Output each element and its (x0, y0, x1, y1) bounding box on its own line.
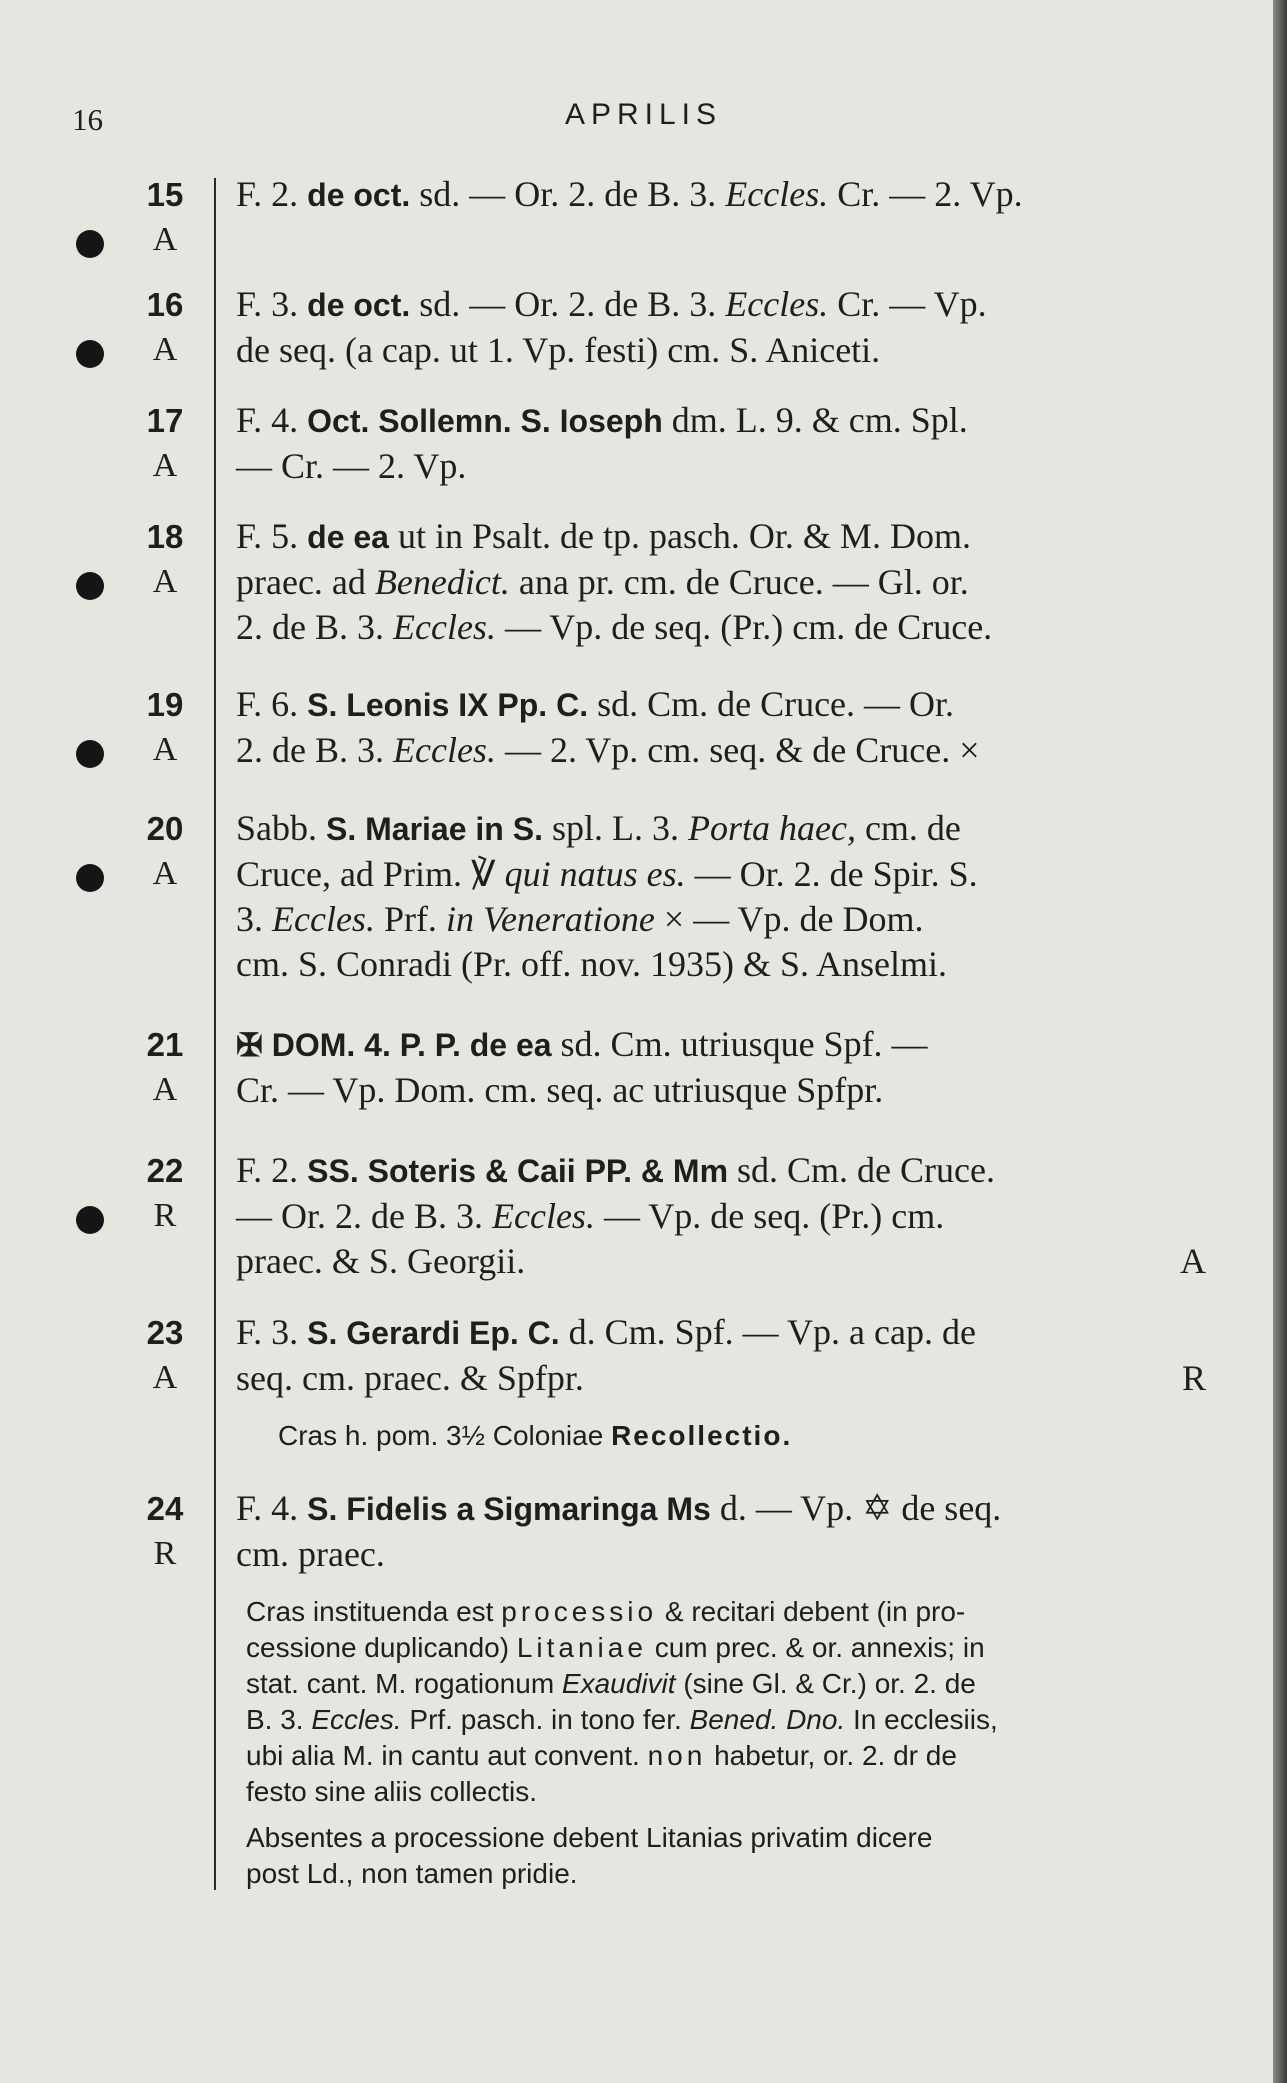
date-col (130, 1486, 200, 1576)
line: praec. ad Benedict. ana pr. cm. de Cruce. — Gl. or. (236, 562, 969, 602)
entry-text (236, 806, 1206, 987)
line: F. 3. S. Gerardi Ep. C. d. Cm. Spf. — Vp. a cap. de (236, 1312, 976, 1352)
page-edge (1273, 0, 1287, 2083)
line: Absentes a processione debent Litanias privatim dicere (246, 1822, 933, 1853)
line: — Cr. — 2. Vp. (236, 446, 467, 486)
column-rule (214, 178, 216, 1890)
line: praec. & S. Georgii. A (236, 1239, 1206, 1284)
line: F. 6. S. Leonis IX Pp. C. sd. Cm. de Cruce. — Or. (236, 684, 955, 724)
moon-dot-icon (76, 572, 104, 600)
procession-note (246, 1594, 1211, 1810)
day-letter: A (152, 855, 178, 892)
line: F. 2. SS. Soteris & Caii PP. & Mm sd. Cm. de Cruce. (236, 1150, 995, 1190)
running-head: APRILIS (564, 98, 723, 131)
line: ✠ DOM. 4. P. P. de ea sd. Cm. utriusque Spf. — (236, 1024, 928, 1064)
entry-text (236, 1310, 1206, 1401)
page-number: 16 (72, 102, 103, 137)
day-letter: A (152, 1071, 178, 1108)
line: post Ld., non tamen pridie. (246, 1858, 578, 1889)
day-number: 15 (146, 176, 184, 213)
day-number: 22 (146, 1152, 184, 1189)
entry-text (236, 172, 1206, 218)
date-col (130, 398, 200, 488)
day-letter: A (152, 563, 178, 600)
line: 2. de B. 3. Eccles. — 2. Vp. cm. seq. & de Cruce. × (236, 730, 980, 770)
line: — Or. 2. de B. 3. Eccles. — Vp. de seq. (Pr.) cm. (236, 1196, 945, 1236)
moon-dot-icon (76, 740, 104, 768)
date-col (130, 682, 200, 772)
entry-text (236, 514, 1206, 650)
day-number: 16 (146, 286, 184, 323)
date-col (130, 282, 200, 372)
day-letter: R (153, 1197, 177, 1234)
line: Cr. — Vp. Dom. cm. seq. ac utriusque Spfpr. (236, 1070, 884, 1110)
date-col (130, 172, 200, 262)
day-letter: A (152, 221, 178, 258)
line: B. 3. Eccles. Prf. pasch. in tono fer. Bened. Dno. In ecclesiis, (246, 1704, 998, 1735)
day-number: 19 (146, 686, 184, 723)
entry-text (236, 1148, 1206, 1284)
line: de seq. (a cap. ut 1. Vp. festi) cm. S. Aniceti. (236, 330, 881, 370)
day-letter: A (152, 447, 178, 484)
line: festo sine aliis collectis. (246, 1776, 538, 1807)
entry-text (236, 282, 1206, 373)
date-col (130, 806, 200, 896)
line: F. 4. Oct. Sollemn. S. Ioseph dm. L. 9. & cm. Spl. (236, 400, 968, 440)
day-number: 18 (146, 518, 184, 555)
day-number: 21 (146, 1026, 184, 1063)
line: ubi alia M. in cantu aut convent. non habetur, or. 2. dr de (246, 1740, 957, 1771)
absentes-note (246, 1820, 1211, 1892)
line: F. 2. de oct. sd. — Or. 2. de B. 3. Eccles. Cr. — 2. Vp. (236, 174, 1023, 214)
entry-text (236, 1486, 1206, 1577)
moon-dot-icon (76, 864, 104, 892)
day-number: 23 (146, 1314, 184, 1351)
margin-mark: A (1180, 1241, 1206, 1281)
date-col (130, 1022, 200, 1112)
line: Sabb. S. Mariae in S. spl. L. 3. Porta haec, cm. de (236, 808, 961, 848)
date-col (130, 1148, 200, 1238)
entry-text (236, 682, 1206, 773)
line: 2. de B. 3. Eccles. — Vp. de seq. (Pr.) cm. de Cruce. (236, 607, 993, 647)
line: cm. praec. (236, 1534, 385, 1574)
margin-mark: R (1181, 1358, 1206, 1398)
line: seq. cm. praec. & Spfpr. R (236, 1356, 1206, 1401)
line: stat. cant. M. rogationum Exaudivit (sine Gl. & Cr.) or. 2. de (246, 1668, 976, 1699)
line: Cruce, ad Prim. ℣ qui natus es. — Or. 2. de Spir. S. (236, 854, 978, 894)
day-number: 17 (146, 402, 184, 439)
line: cm. S. Conradi (Pr. off. nov. 1935) & S. Anselmi. (236, 944, 947, 984)
line: F. 5. de ea ut in Psalt. de tp. pasch. Or. & M. Dom. (236, 516, 971, 556)
date-col (130, 514, 200, 604)
line: Cras h. pom. 3½ Coloniae Recollectio. (278, 1420, 793, 1451)
entry-text (236, 1022, 1206, 1113)
day-letter: R (153, 1535, 177, 1572)
day-number: 20 (146, 810, 184, 847)
entry-text (236, 398, 1206, 489)
moon-dot-icon (76, 230, 104, 258)
date-col (130, 1310, 200, 1400)
line: F. 3. de oct. sd. — Or. 2. de B. 3. Eccles. Cr. — Vp. (236, 284, 987, 324)
day-letter: A (152, 1359, 178, 1396)
line: cessione duplicando) Litaniae cum prec. & or. annexis; in (246, 1632, 985, 1663)
day-number: 24 (146, 1490, 184, 1527)
moon-dot-icon (76, 340, 104, 368)
day-letter: A (152, 731, 178, 768)
moon-dot-icon (76, 1206, 104, 1234)
recollectio-note (278, 1418, 1243, 1454)
line: 3. Eccles. Prf. in Veneratione × — Vp. de Dom. (236, 899, 924, 939)
line: Cras instituenda est processio & recitari debent (in pro- (246, 1596, 966, 1627)
line: F. 4. S. Fidelis a Sigmaringa Ms d. — Vp. ✡ de seq. (236, 1488, 1002, 1528)
day-letter: A (152, 331, 178, 368)
